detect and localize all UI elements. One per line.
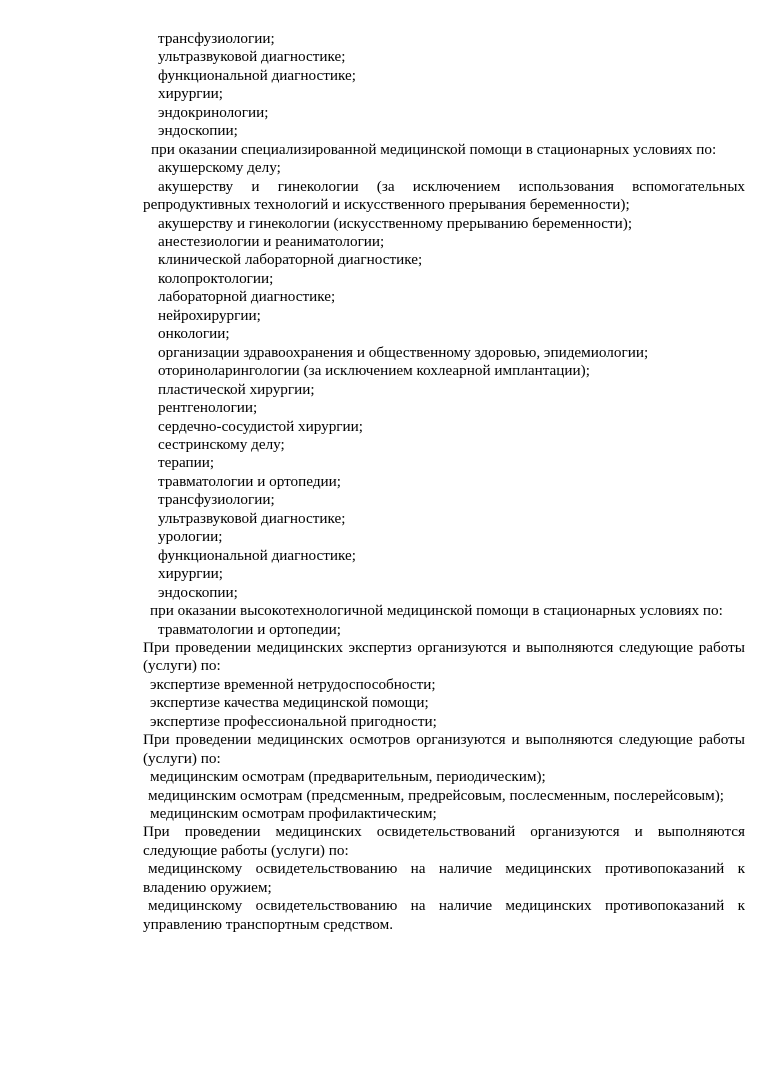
- list-item: клинической лабораторной диагностике;: [158, 251, 423, 269]
- list-item: эндоскопии;: [158, 122, 238, 140]
- list-item: сестринскому делу;: [158, 435, 285, 453]
- list-item: экспертизе качества медицинской помощи;: [150, 694, 429, 712]
- list-item: организации здравоохранения и общественному здоровью, эпидемиологии;: [158, 343, 649, 361]
- list-item: ультразвуковой диагностике;: [158, 48, 346, 66]
- list-item: анестезиологии и реаниматологии;: [158, 232, 385, 250]
- list-item: медицинским осмотрам профилактическим;: [150, 805, 437, 823]
- list-item: травматологии и ортопедии;: [158, 620, 342, 638]
- list-item: колопроктологии;: [158, 269, 274, 287]
- list-item: функциональной диагностике;: [158, 546, 356, 564]
- list-item: оториноларингологии (за исключением кохлеарной имплантации);: [158, 362, 590, 380]
- list-item: нейрохирургии;: [158, 306, 261, 324]
- list-item: акушерству и гинекологии (искусственному прерыванию беременности);: [158, 214, 633, 232]
- document-page: [143, 30, 745, 934]
- section-heading: При проведении медицинских экспертиз организуются и выполняются следующие работы (услуги) по:: [143, 638, 745, 675]
- list-item: медицинским осмотрам (предсменным, предрейсовым, послесменным, послерейсовым);: [148, 786, 725, 804]
- list-item: экспертизе временной нетрудоспособности;: [150, 675, 436, 693]
- list-item: функциональной диагностике;: [158, 66, 356, 84]
- list-item: пластической хирургии;: [158, 380, 315, 398]
- list-item: хирургии;: [158, 565, 224, 583]
- list-item: рентгенологии;: [158, 399, 258, 417]
- list-item: экспертизе профессиональной пригодности;: [150, 712, 437, 730]
- list-item: эндоскопии;: [158, 583, 238, 601]
- list-item: трансфузиологии;: [158, 491, 275, 509]
- section-heading: при оказании специализированной медицинской помощи в стационарных условиях по:: [151, 140, 717, 158]
- list-item: трансфузиологии;: [158, 30, 275, 47]
- list-item: урологии;: [158, 528, 223, 546]
- list-item: терапии;: [158, 454, 215, 472]
- section-heading: При проведении медицинских освидетельствований организуются и выполняются следующие работы (услуги) по:: [143, 823, 745, 859]
- list-item: акушерству и гинекологии (за исключением использования вспомогательных репродуктивных технологий и искусственного прерывания беременности);: [143, 177, 745, 214]
- list-item: эндокринологии;: [158, 103, 269, 121]
- list-item: акушерскому делу;: [158, 159, 281, 177]
- list-item: медицинскому освидетельствованию на наличие медицинских противопоказаний к владению оружием;: [143, 860, 745, 896]
- list-item: сердечно-сосудистой хирургии;: [158, 417, 364, 435]
- list-item: медицинскому освидетельствованию на наличие медицинских противопоказаний к управлению транспортным средством.: [143, 897, 745, 933]
- list-item: травматологии и ортопедии;: [158, 472, 342, 490]
- list-item: ультразвуковой диагностике;: [158, 509, 346, 527]
- list-item: онкологии;: [158, 325, 230, 343]
- list-item: лабораторной диагностике;: [158, 288, 336, 306]
- section-heading: При проведении медицинских осмотров организуются и выполняются следующие работы (услуги) по:: [143, 731, 745, 767]
- list-item: хирургии;: [158, 85, 224, 103]
- section-heading: при оказании высокотехнологичной медицинской помощи в стационарных условиях по:: [150, 602, 723, 620]
- list-item: медицинским осмотрам (предварительным, периодическим);: [150, 768, 546, 786]
